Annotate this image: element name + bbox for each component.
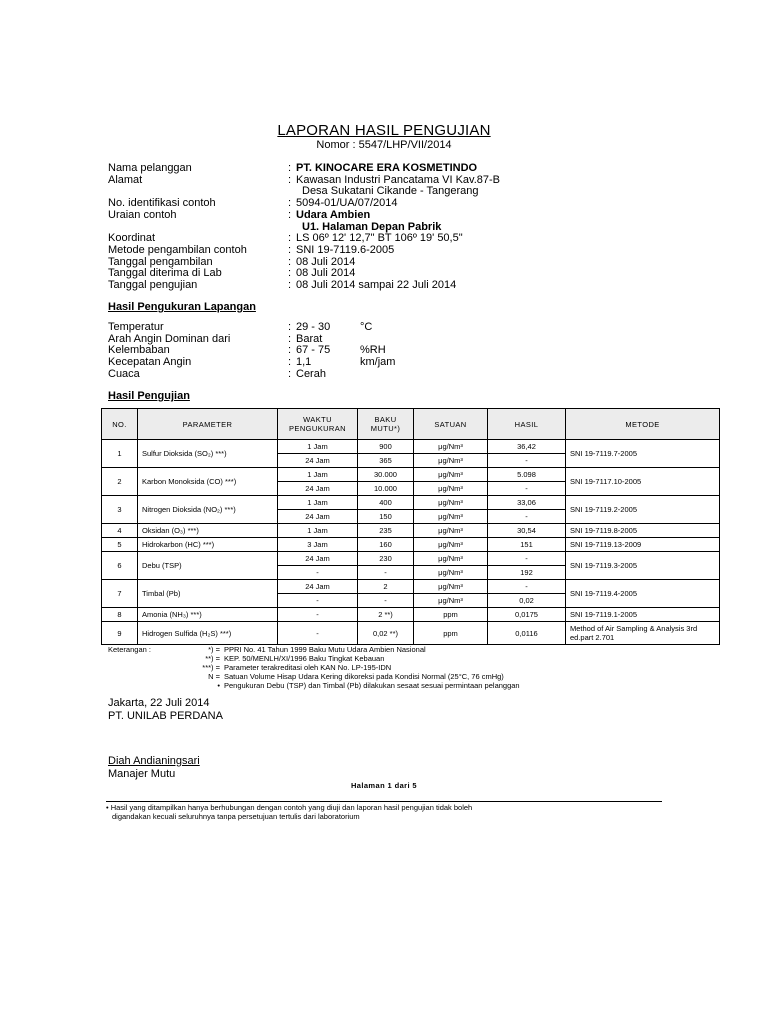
info-label: Uraian contoh <box>108 208 177 221</box>
cell-satuan: μg/Nm³ <box>414 580 488 594</box>
cell-no: 2 <box>102 468 138 496</box>
measurement-separator: : <box>288 332 292 345</box>
cell-baku-mutu: 2 <box>358 580 414 594</box>
cell-metode: SNI 19-7119.2-2005 <box>566 496 720 524</box>
cell-parameter: Hidrogen Sulfida (H₂S) ***) <box>138 622 278 645</box>
cell-waktu: 24 Jam <box>278 552 358 566</box>
info-value: LS 06º 12' 12,7" BT 106º 19' 50,5" <box>296 232 463 245</box>
cell-baku-mutu: 160 <box>358 538 414 552</box>
cell-no: 6 <box>102 552 138 580</box>
cell-metode: SNI 19-7117.10-2005 <box>566 468 720 496</box>
cell-metode: SNI 19-7119.3-2005 <box>566 552 720 580</box>
signatory-role: Manajer Mutu <box>108 768 176 780</box>
col-waktu-line1: WAKTU <box>303 415 332 424</box>
info-separator: : <box>288 279 292 292</box>
cell-parameter: Timbal (Pb) <box>138 580 278 608</box>
cell-metode: SNI 19-7119.4-2005 <box>566 580 720 608</box>
cell-hasil: 33,06 <box>488 496 566 510</box>
note-marker: ***) = <box>202 663 220 672</box>
cell-baku-mutu: 365 <box>358 454 414 468</box>
measurement-value: 67 - 75 <box>296 344 331 357</box>
cell-hasil: 192 <box>488 566 566 580</box>
cell-no: 5 <box>102 538 138 552</box>
note-row <box>108 672 520 681</box>
info-label: Tanggal diterima di Lab <box>108 267 222 280</box>
cell-no: 1 <box>102 440 138 468</box>
cell-hasil: - <box>488 510 566 524</box>
note-heading <box>108 672 164 681</box>
cell-parameter: Sulfur Dioksida (SO₂) ***) <box>138 440 278 468</box>
cell-hasil: 36,42 <box>488 440 566 454</box>
cell-waktu: 3 Jam <box>278 538 358 552</box>
col-baku-mutu <box>358 409 414 440</box>
info-value: 08 Juli 2014 <box>296 267 356 280</box>
measurement-value: 29 - 30 <box>296 321 331 333</box>
note-heading <box>108 654 164 663</box>
cell-parameter: Amonia (NH₃) ***) <box>138 608 278 622</box>
measurement-unit: km/jam <box>360 356 396 369</box>
cell-waktu: - <box>278 622 358 645</box>
cell-satuan: μg/Nm³ <box>414 440 488 454</box>
cell-satuan: μg/Nm³ <box>414 538 488 552</box>
info-separator: : <box>288 255 292 268</box>
measurement-value: Barat <box>296 332 323 345</box>
col-baku-line1: BAKU <box>374 415 397 424</box>
cell-satuan: μg/Nm³ <box>414 482 488 496</box>
measurement-unit: %RH <box>360 344 386 357</box>
measurement-value: Cerah <box>296 367 326 380</box>
cell-satuan: μg/Nm³ <box>414 496 488 510</box>
cell-waktu: 1 Jam <box>278 496 358 510</box>
cell-hasil: - <box>488 454 566 468</box>
col-baku-line2: MUTU*) <box>370 424 401 433</box>
signatory-name: Diah Andianingsari <box>108 755 200 767</box>
measurement-label: Arah Angin Dominan dari <box>108 332 231 345</box>
col-parameter: PARAMETER <box>138 409 278 440</box>
cell-satuan: μg/Nm³ <box>414 552 488 566</box>
info-separator: : <box>288 173 292 186</box>
info-value: Kawasan Industri Pancatama VI Kav.87-B <box>296 173 501 186</box>
measurement-label: Kelembaban <box>108 344 170 357</box>
report-number: Nomor : 5547/LHP/VII/2014 <box>316 139 452 151</box>
col-metode: METODE <box>566 409 720 440</box>
cell-satuan: μg/Nm³ <box>414 566 488 580</box>
table-row <box>102 496 720 510</box>
cell-metode: Method of Air Sampling & Analysis 3rd ed.part 2.701 <box>566 622 720 645</box>
cell-parameter: Nitrogen Dioksida (NO₂) ***) <box>138 496 278 524</box>
cell-hasil: 0,0175 <box>488 608 566 622</box>
section-test-results: Hasil Pengujian <box>108 390 190 402</box>
cell-baku-mutu: 2 **) <box>358 608 414 622</box>
cell-baku-mutu: 235 <box>358 524 414 538</box>
note-row <box>108 663 520 672</box>
info-label: Nama pelanggan <box>108 162 192 174</box>
cell-metode: SNI 19-7119.13-2009 <box>566 538 720 552</box>
field-measurements <box>108 322 508 381</box>
info-value: PT. KINOCARE ERA KOSMETINDO <box>296 162 478 174</box>
measurement-separator: : <box>288 344 292 357</box>
info-value: Udara Ambien <box>296 208 371 221</box>
cell-satuan: μg/Nm³ <box>414 594 488 608</box>
table-row <box>102 538 720 552</box>
cell-waktu: 24 Jam <box>278 482 358 496</box>
cell-satuan: μg/Nm³ <box>414 524 488 538</box>
measurement-label: Temperatur <box>108 321 164 333</box>
info-label: Alamat <box>108 173 143 186</box>
cell-waktu: - <box>278 594 358 608</box>
cell-no: 7 <box>102 580 138 608</box>
cell-parameter: Karbon Monoksida (CO) ***) <box>138 468 278 496</box>
footer-line-2: digandakan kecuali seluruhnya tanpa persetujuan tertulis dari laboratorium <box>112 812 360 821</box>
cell-hasil: 151 <box>488 538 566 552</box>
cell-parameter: Hidrokarbon (HC) ***) <box>138 538 278 552</box>
table-row <box>102 580 720 594</box>
info-value: Desa Sukatani Cikande - Tangerang <box>302 185 479 198</box>
cell-baku-mutu: 230 <box>358 552 414 566</box>
info-label: Metode pengambilan contoh <box>108 243 247 256</box>
measurement-unit <box>360 369 508 381</box>
measurement-separator: : <box>288 356 292 369</box>
cell-waktu: 24 Jam <box>278 580 358 594</box>
note-text: KEP. 50/MENLH/XI/1996 Baku Tingkat Kebauan <box>224 654 385 663</box>
cell-hasil: 30,54 <box>488 524 566 538</box>
info-row <box>108 210 668 222</box>
cell-no: 4 <box>102 524 138 538</box>
cell-metode: SNI 19-7119.7-2005 <box>566 440 720 468</box>
table-header-row <box>102 409 720 440</box>
cell-baku-mutu: - <box>358 594 414 608</box>
cell-hasil: - <box>488 482 566 496</box>
keterangan-notes <box>108 645 520 690</box>
table-row <box>102 440 720 454</box>
note-text: PPRI No. 41 Tahun 1999 Baku Mutu Udara Ambien Nasional <box>224 645 426 654</box>
cell-satuan: ppm <box>414 622 488 645</box>
measurement-label: Kecepatan Angin <box>108 356 192 369</box>
signature-place-date: Jakarta, 22 Juli 2014 <box>108 697 210 709</box>
col-waktu-line2: PENGUKURAN <box>289 424 346 433</box>
info-separator: : <box>288 267 292 280</box>
cell-satuan: μg/Nm³ <box>414 510 488 524</box>
col-waktu <box>278 409 358 440</box>
cell-waktu: - <box>278 566 358 580</box>
note-text: Satuan Volume Hisap Udara Kering dikoreksi pada Kondisi Normal (25°C, 76 cmHg) <box>224 672 504 681</box>
note-row <box>108 654 520 663</box>
table-row <box>102 468 720 482</box>
info-value: SNI 19-7119.6-2005 <box>296 243 395 256</box>
info-value: 08 Juli 2014 <box>296 255 356 268</box>
customer-info <box>108 163 668 292</box>
cell-baku-mutu: 10.000 <box>358 482 414 496</box>
measurement-value: 1,1 <box>296 356 312 369</box>
report-title: LAPORAN HASIL PENGUJIAN <box>277 122 491 139</box>
cell-baku-mutu: - <box>358 566 414 580</box>
cell-waktu: - <box>278 608 358 622</box>
note-heading <box>108 681 164 690</box>
cell-waktu: 1 Jam <box>278 468 358 482</box>
note-marker: • <box>217 681 220 690</box>
cell-waktu: 1 Jam <box>278 440 358 454</box>
cell-baku-mutu: 150 <box>358 510 414 524</box>
cell-no: 9 <box>102 622 138 645</box>
col-satuan: SATUAN <box>414 409 488 440</box>
cell-baku-mutu: 30.000 <box>358 468 414 482</box>
cell-waktu: 24 Jam <box>278 454 358 468</box>
cell-hasil: 5.098 <box>488 468 566 482</box>
cell-baku-mutu: 400 <box>358 496 414 510</box>
note-row <box>108 645 520 654</box>
table-row <box>102 608 720 622</box>
note-text: Parameter terakreditasi oleh KAN No. LP-195-IDN <box>224 663 392 672</box>
footer-disclaimer <box>106 803 666 821</box>
cell-satuan: ppm <box>414 608 488 622</box>
info-row <box>108 198 668 210</box>
table-row <box>102 622 720 645</box>
section-field-measurement: Hasil Pengukuran Lapangan <box>108 301 256 313</box>
cell-hasil: - <box>488 552 566 566</box>
col-hasil: HASIL <box>488 409 566 440</box>
cell-baku-mutu: 900 <box>358 440 414 454</box>
footer-divider <box>106 801 662 802</box>
info-row <box>108 163 668 175</box>
info-separator: : <box>288 197 292 210</box>
note-marker: *) = <box>208 645 220 654</box>
info-label: Koordinat <box>108 232 156 245</box>
info-value: 5094-01/UA/07/2014 <box>296 197 398 210</box>
info-row <box>108 280 668 292</box>
info-label: No. identifikasi contoh <box>108 197 216 210</box>
note-heading <box>108 663 164 672</box>
cell-baku-mutu: 0,02 **) <box>358 622 414 645</box>
info-row <box>108 245 668 257</box>
info-separator: : <box>288 232 292 245</box>
measurement-row <box>108 322 508 334</box>
info-value: 08 Juli 2014 sampai 22 Juli 2014 <box>296 279 457 292</box>
cell-parameter: Debu (TSP) <box>138 552 278 580</box>
note-marker: **) = <box>205 654 220 663</box>
note-text: Pengukuran Debu (TSP) dan Timbal (Pb) dilakukan sesaat sesuai permintaan pelanggan <box>224 681 520 690</box>
measurement-unit: °C <box>360 321 373 333</box>
cell-waktu: 1 Jam <box>278 524 358 538</box>
cell-metode: SNI 19-7119.8-2005 <box>566 524 720 538</box>
cell-satuan: μg/Nm³ <box>414 468 488 482</box>
info-label: Tanggal pengujian <box>108 279 198 292</box>
info-separator: : <box>288 162 292 174</box>
info-separator: : <box>288 208 292 221</box>
footer-line-1: • Hasil yang ditampilkan hanya berhubungan dengan contoh yang diuji dan laporan hasil pengujian tidak boleh <box>106 803 473 812</box>
page-number: Halaman 1 dari 5 <box>350 781 417 790</box>
info-value: U1. Halaman Depan Pabrik <box>302 220 442 233</box>
measurement-separator: : <box>288 367 292 380</box>
cell-metode: SNI 19-7119.1-2005 <box>566 608 720 622</box>
cell-satuan: μg/Nm³ <box>414 454 488 468</box>
cell-waktu: 24 Jam <box>278 510 358 524</box>
table-row <box>102 552 720 566</box>
info-label: Tanggal pengambilan <box>108 255 213 268</box>
note-heading: Keterangan : <box>108 645 151 654</box>
cell-no: 3 <box>102 496 138 524</box>
cell-hasil: 0,02 <box>488 594 566 608</box>
col-no: NO. <box>102 409 138 440</box>
table-row <box>102 524 720 538</box>
cell-hasil: - <box>488 580 566 594</box>
info-separator: : <box>288 243 292 256</box>
measurement-separator: : <box>288 321 292 333</box>
note-row <box>108 681 520 690</box>
measurement-row <box>108 369 508 381</box>
signature-company: PT. UNILAB PERDANA <box>108 710 223 722</box>
cell-no: 8 <box>102 608 138 622</box>
measurement-label: Cuaca <box>108 367 140 380</box>
results-table <box>101 408 720 645</box>
cell-parameter: Oksidan (O₃) ***) <box>138 524 278 538</box>
cell-hasil: 0,0116 <box>488 622 566 645</box>
note-marker: N = <box>208 672 220 681</box>
